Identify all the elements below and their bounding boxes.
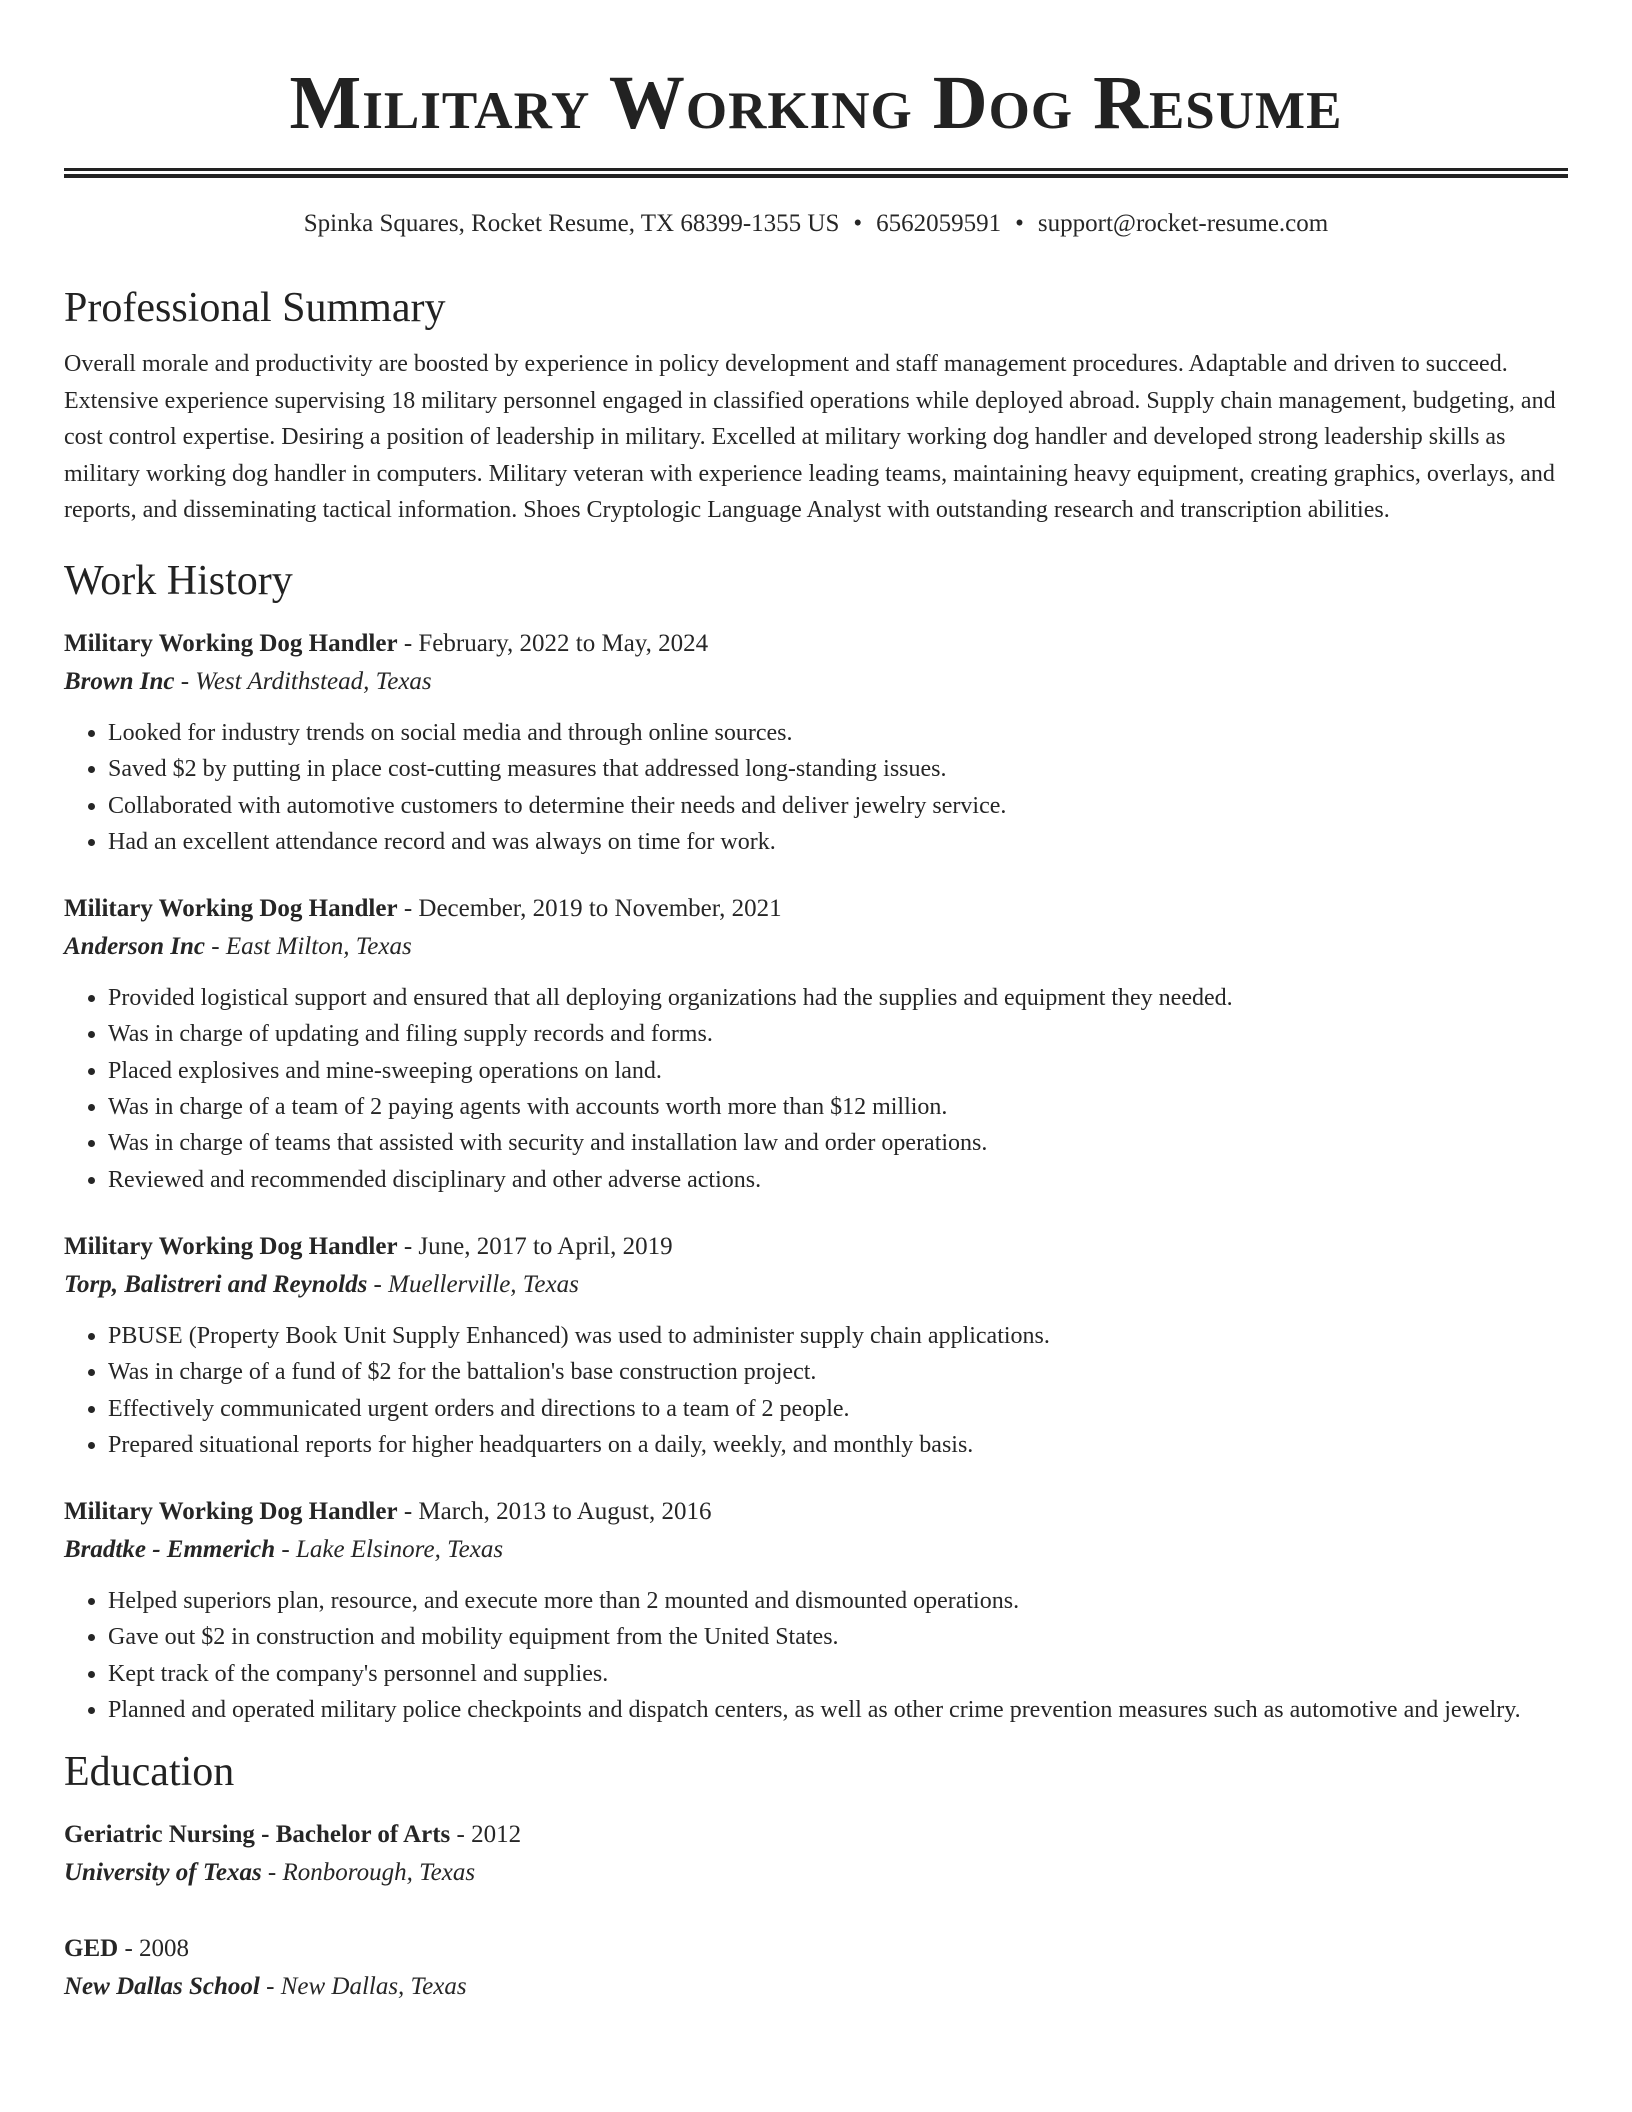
contact-address: Spinka Squares, Rocket Resume, TX 68399-1355 US [303, 210, 840, 237]
education-heading: Education [64, 1749, 235, 1796]
job-entry [64, 1493, 1568, 1728]
job-company-line: Brown Inc - West Ardithstead, Texas [64, 667, 432, 695]
job-company: Torp, Balistreri and Reynolds [64, 1270, 368, 1298]
list-item: • Effectively communicated urgent orders and directions to a team of 2 people. [108, 1391, 1568, 1427]
resume-title: Military Working Dog Resume [289, 61, 1343, 145]
job-company: Bradtke - Emmerich [64, 1536, 276, 1564]
job-company-line: Anderson Inc - East Milton, Texas [64, 933, 412, 961]
contact-email: support@rocket-resume.com [1037, 210, 1329, 237]
job-title: Military Working Dog Handler [64, 1232, 398, 1260]
job-location: West Ardithstead, Texas [195, 667, 432, 695]
job-dates: June, 2017 to April, 2019 [418, 1232, 673, 1260]
list-item: • Provided logistical support and ensured that all deploying organizations had the supplies and equipment they needed. [108, 980, 1568, 1016]
list-item: • Planned and operated military police checkpoints and dispatch centers, as well as other crime prevention measures such as automotive and jewelry. [108, 1692, 1568, 1728]
degree-name: GED [64, 1935, 119, 1963]
list-item: • PBUSE (Property Book Unit Supply Enhanced) was used to administer supply chain applications. [108, 1318, 1568, 1354]
job-bullets [64, 1583, 1568, 1728]
title-divider [64, 168, 1568, 178]
summary-heading: Professional Summary [64, 285, 446, 331]
contact-separator: • [1015, 210, 1024, 237]
list-item: • Placed explosives and mine-sweeping operations on land. [108, 1053, 1568, 1089]
school-location: Ronborough, Texas [282, 1859, 476, 1887]
contact-phone: 6562059591 [876, 210, 1002, 237]
list-item: • Was in charge of a fund of $2 for the battalion's base construction project. [108, 1354, 1568, 1390]
degree-line: GED - 2008 [64, 1935, 190, 1963]
summary-text: Overall morale and productivity are boosted by experience in policy development and staff management procedures. Adaptable and driven to succeed. Extensive experience supervising 18 military personnel engaged in classified operations while deployed abroad. Supply chain management, budgeting, and cost control expertise. Desiring a position of leadership in military. Excelled at military working dog handler and developed strong leadership skills as military working dog handler in computers. Military veteran with experience leading teams, maintaining heavy equipment, creating graphics, overlays, and reports, and disseminating tactical information. Shoes Cryptologic Language Analyst with outstanding research and transcription abilities. [64, 351, 1556, 524]
job-location: Muellerville, Texas [388, 1270, 579, 1298]
list-item: • Helped superiors plan, resource, and execute more than 2 mounted and dismounted operations. [108, 1583, 1568, 1619]
work-history-heading: Work History [64, 557, 293, 604]
list-item: • Collaborated with automotive customers to determine their needs and deliver jewelry service. [108, 788, 1568, 824]
list-item: • Gave out $2 in construction and mobility equipment from the United States. [108, 1619, 1568, 1655]
list-item: • Was in charge of teams that assisted with security and installation law and order operations. [108, 1125, 1568, 1161]
job-dates: February, 2022 to May, 2024 [418, 629, 709, 657]
job-entry [64, 625, 1568, 860]
job-title: Military Working Dog Handler [64, 895, 398, 923]
job-bullets [64, 1318, 1568, 1463]
degree-line: Geriatric Nursing - Bachelor of Arts - 2012 [64, 1821, 522, 1849]
education-entry [64, 1930, 1568, 2006]
degree-name: Geriatric Nursing - Bachelor of Arts [64, 1821, 451, 1849]
list-item: • Reviewed and recommended disciplinary and other adverse actions. [108, 1162, 1568, 1198]
job-company: Anderson Inc [64, 933, 206, 961]
list-item: • Saved $2 by putting in place cost-cutting measures that addressed long-standing issues. [108, 751, 1568, 787]
school-line: New Dallas School - New Dallas, Texas [64, 1973, 467, 2001]
list-item: • Had an excellent attendance record and was always on time for work. [108, 824, 1568, 860]
education-entry [64, 1816, 1568, 1892]
job-title: Military Working Dog Handler [64, 629, 398, 657]
school-location: New Dallas, Texas [280, 1973, 467, 2001]
list-item: • Looked for industry trends on social media and through online sources. [108, 715, 1568, 751]
job-bullets [64, 715, 1568, 860]
job-title-line: Military Working Dog Handler - March, 2013 to August, 2016 [64, 1498, 712, 1526]
degree-year: 2012 [471, 1821, 522, 1849]
school-name: New Dallas School [64, 1973, 260, 2001]
list-item: • Was in charge of a team of 2 paying agents with accounts worth more than $12 million. [108, 1089, 1568, 1125]
job-company-line: Torp, Balistreri and Reynolds - Muellerville, Texas [64, 1270, 579, 1298]
list-item: • Was in charge of updating and filing supply records and forms. [108, 1016, 1568, 1052]
job-title-line: Military Working Dog Handler - December, 2019 to November, 2021 [64, 895, 782, 923]
job-title: Military Working Dog Handler [64, 1498, 398, 1526]
job-dates: March, 2013 to August, 2016 [418, 1498, 712, 1526]
job-title-line: Military Working Dog Handler - June, 2017 to April, 2019 [64, 1232, 673, 1260]
list-item: • Prepared situational reports for higher headquarters on a daily, weekly, and monthly basis. [108, 1427, 1568, 1463]
job-company: Brown Inc [64, 667, 175, 695]
job-location: East Milton, Texas [225, 933, 412, 961]
list-item: • Kept track of the company's personnel and supplies. [108, 1656, 1568, 1692]
job-title-line: Military Working Dog Handler - February, 2022 to May, 2024 [64, 629, 709, 657]
school-name: University of Texas [64, 1859, 262, 1887]
job-location: Lake Elsinore, Texas [295, 1536, 504, 1564]
job-dates: December, 2019 to November, 2021 [418, 895, 782, 923]
contact-separator: • [853, 210, 863, 237]
contact-line [64, 208, 1568, 240]
job-company-line: Bradtke - Emmerich - Lake Elsinore, Texas [64, 1536, 504, 1564]
job-entry [64, 1228, 1568, 1463]
job-entry [64, 890, 1568, 1198]
degree-year: 2008 [139, 1935, 190, 1963]
school-line: University of Texas - Ronborough, Texas [64, 1859, 476, 1887]
job-bullets [64, 980, 1568, 1198]
